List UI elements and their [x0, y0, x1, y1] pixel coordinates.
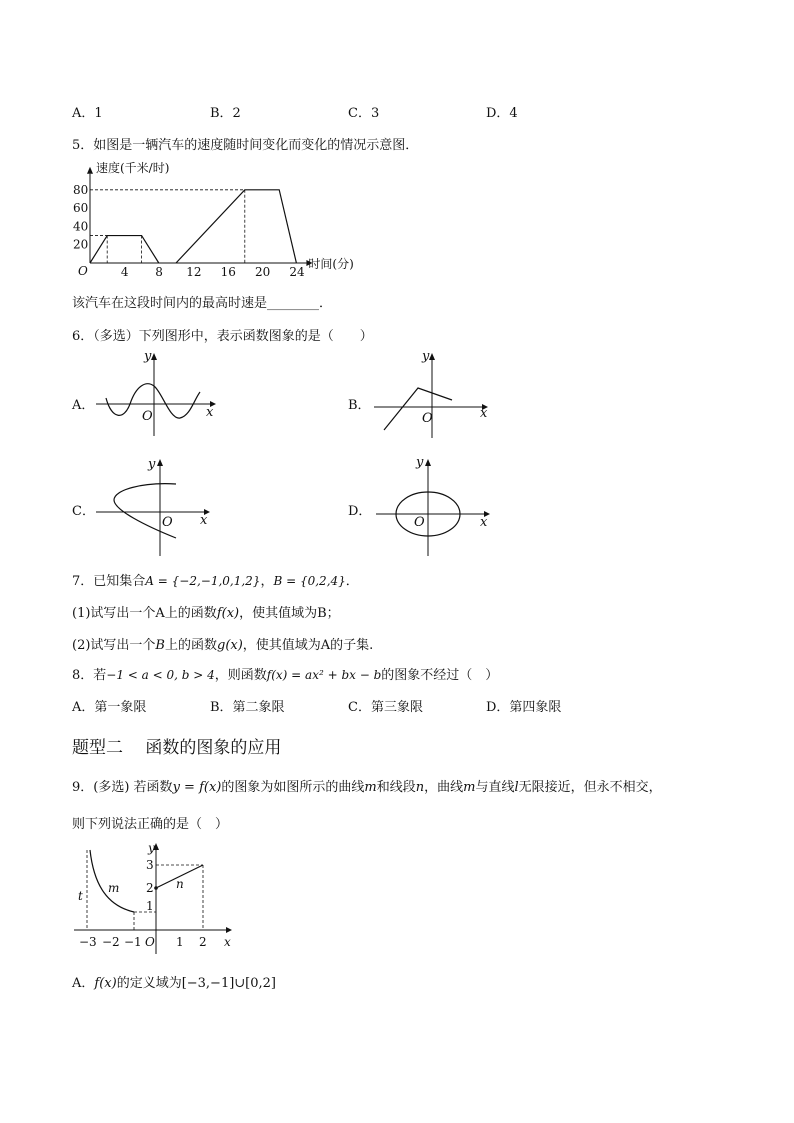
- q7-stem-prefix: 7．已知集合: [72, 574, 146, 589]
- q9-m2: m: [463, 780, 476, 795]
- y-tick-2: 2: [146, 881, 154, 895]
- y-axis-label: 速度(千米/时): [96, 160, 170, 175]
- x-tick-label: 24: [289, 265, 305, 279]
- x-label: x: [206, 405, 214, 420]
- y-arrow: [425, 459, 431, 466]
- origin-label: O: [422, 411, 433, 426]
- q4-option-b: B．2: [210, 106, 241, 121]
- y-axis-label: y: [148, 841, 155, 855]
- q9-line1: [72, 776, 662, 795]
- x-tick-neg1: −1: [124, 935, 142, 949]
- y-tick-label: 60: [73, 201, 89, 216]
- y-label: y: [148, 457, 156, 472]
- q7-sep: ，: [260, 574, 274, 589]
- q6-graph-d: [372, 452, 502, 557]
- q9-line1-end: 无限接近，但永不相交，: [518, 780, 662, 795]
- asymptote-label: t: [78, 889, 83, 903]
- q9-graph: [70, 842, 240, 957]
- x-label: x: [480, 406, 488, 421]
- q4-option-c: C．3: [348, 106, 380, 121]
- y-label: y: [416, 455, 424, 470]
- x-tick-label: 4: [120, 265, 129, 279]
- q8-condition: −1 < a < 0, b > 4: [106, 668, 215, 682]
- origin-label: O: [162, 515, 173, 530]
- q8-stem-pre: 8．若: [72, 668, 107, 683]
- x-tick-2: 2: [199, 935, 207, 949]
- q5-speed-chart: [70, 160, 370, 285]
- q6-label-c: C．: [72, 504, 95, 519]
- x-tick-label: 8: [155, 265, 163, 279]
- segment-n-label: n: [176, 877, 184, 891]
- q7-part1-fx: f(x): [216, 606, 240, 621]
- curve-m-label: m: [108, 881, 120, 895]
- q9-function: y = f(x): [172, 780, 222, 795]
- q7-set-b: B = {0,2,4}: [273, 574, 346, 588]
- y-arrow: [151, 353, 157, 360]
- x-axis-label: x: [224, 935, 231, 949]
- q4-option-a: A．1: [72, 106, 103, 121]
- x-arrow: [226, 927, 232, 933]
- q5-followup: 该汽车在这段时间内的最高时速是________．: [72, 296, 333, 311]
- origin-label: O: [142, 409, 153, 424]
- q7-part1-post: ，使其值域为B；: [239, 606, 340, 621]
- y-arrow: [429, 353, 435, 360]
- x-label: x: [200, 513, 208, 528]
- origin-label: O: [78, 264, 88, 278]
- q9-l: l: [514, 780, 519, 795]
- q9-m: m: [364, 780, 377, 795]
- x-tick-label: 16: [220, 265, 236, 279]
- q9-line2: 则下列说法正确的是（ ）: [72, 817, 229, 832]
- q7-part2-gx: g(x): [217, 638, 243, 653]
- x-label: x: [480, 515, 488, 530]
- q8-mid: ，则函数: [214, 668, 267, 683]
- q9-line1-mid: 的图象为如图所示的曲线: [221, 780, 365, 795]
- q8-post: 的图象不经过（ ）: [381, 668, 499, 683]
- y-label: y: [144, 349, 152, 364]
- q6-label-b: B．: [348, 398, 371, 413]
- q9-line1-pre: 9．(多选) 若函数: [72, 780, 173, 795]
- q7-end: ．: [345, 574, 359, 589]
- q6-graph-c: [92, 452, 222, 557]
- q7-stem: [72, 570, 359, 589]
- y-tick-1: 1: [146, 899, 154, 913]
- x-tick-neg3: −3: [79, 935, 97, 949]
- q6-graph-b: [370, 348, 500, 438]
- y-tick-label: 20: [73, 237, 89, 252]
- y-arrow: [157, 459, 163, 466]
- y-tick-label: 40: [73, 219, 89, 234]
- y-axis-arrow: [87, 167, 93, 174]
- q5-stem: 5．如图是一辆汽车的速度随时间变化而变化的情况示意图．: [72, 138, 419, 153]
- q7-part1: [72, 602, 340, 621]
- x-axis-label: 时间(分): [308, 257, 354, 271]
- q9-option-a: [72, 972, 276, 991]
- x-tick-neg2: −2: [102, 935, 120, 949]
- q8-option-b: B．第二象限: [210, 700, 285, 715]
- segment-start-point: [154, 886, 158, 890]
- broken-line: [384, 388, 452, 430]
- q8-function: f(x) = ax² + bx − b: [266, 668, 382, 682]
- q8-option-a: A．第一象限: [72, 700, 147, 715]
- q4-option-d: D．4: [486, 106, 518, 121]
- x-tick-label: 20: [255, 265, 271, 279]
- q8-option-d: D．第四象限: [486, 700, 562, 715]
- q8-stem: [72, 664, 498, 683]
- q9-line1-post: ，曲线: [424, 780, 464, 795]
- q6-label-d: D．: [348, 504, 372, 519]
- x-tick-label: 12: [186, 265, 202, 279]
- q9-line1-mid2: 和线段: [376, 780, 416, 795]
- origin-label: O: [145, 935, 155, 949]
- speed-line-2: [176, 190, 296, 263]
- section-heading: 题型二 函数的图象的应用: [72, 738, 282, 758]
- q9-line1-post2: 与直线: [475, 780, 515, 795]
- q9-option-a-post: 的定义域为[−3,−1]∪[0,2]: [116, 976, 277, 991]
- q8-option-c: C．第三象限: [348, 700, 423, 715]
- q7-set-a: A = {−2,−1,0,1,2}: [145, 574, 261, 588]
- q9-option-a-pre: A．: [72, 976, 95, 991]
- q7-part2-post: ，使其值域为A的子集.: [242, 638, 374, 653]
- y-tick-3: 3: [146, 858, 154, 872]
- q7-part2-b: B: [155, 638, 165, 653]
- q9-option-a-fx: f(x): [94, 976, 117, 991]
- x-tick-1: 1: [176, 935, 184, 949]
- q6-label-a: A．: [72, 398, 95, 413]
- q7-part2: [72, 634, 373, 653]
- wave-curve: [106, 384, 200, 418]
- origin-label: O: [414, 515, 425, 530]
- y-label: y: [422, 349, 430, 364]
- q7-part1-pre: (1)试写出一个A上的函数: [72, 606, 217, 621]
- q7-part2-pre: (2)试写出一个: [72, 638, 156, 653]
- q6-graph-a: [92, 348, 222, 438]
- q9-n: n: [415, 780, 425, 795]
- y-tick-label: 80: [73, 182, 89, 197]
- q6-stem: 6．（多选）下列图形中，表示函数图象的是（ ）: [72, 329, 373, 344]
- speed-line-1: [90, 236, 159, 263]
- q7-part2-mid: 上的函数: [164, 638, 217, 653]
